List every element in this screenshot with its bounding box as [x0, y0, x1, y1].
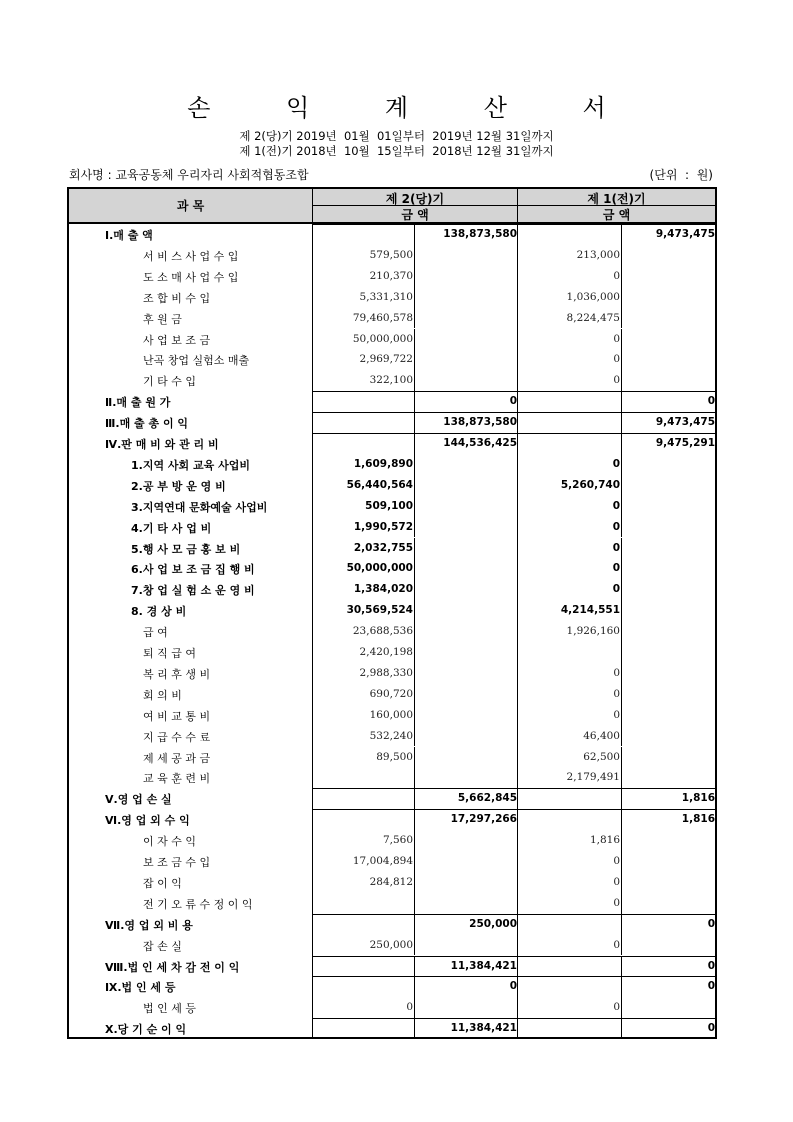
- current-detail-amount: 17,004,894: [352, 855, 413, 867]
- amount-divider: [621, 935, 622, 956]
- table-row: [69, 370, 715, 391]
- row-top-border: [518, 391, 715, 412]
- amount-divider: [621, 809, 622, 830]
- table-row: [69, 245, 715, 266]
- previous-detail-amount: 0: [612, 562, 620, 575]
- previous-detail-amount: 0: [613, 708, 620, 721]
- previous-detail-amount: 4,214,551: [560, 604, 620, 617]
- row-label: 보 조 금 수 입: [143, 856, 211, 869]
- amount-divider: [414, 308, 415, 329]
- income-statement-table: [67, 187, 717, 1039]
- amount-divider: [414, 454, 415, 475]
- amount-divider: [414, 997, 415, 1018]
- table-row: [69, 788, 715, 809]
- table-row: [69, 997, 715, 1018]
- amount-divider: [621, 621, 622, 642]
- amount-divider: [414, 663, 415, 684]
- row-label: 제 세 공 과 금: [143, 751, 211, 765]
- amount-divider: [621, 245, 622, 266]
- current-detail-amount: 30,569,524: [346, 604, 413, 617]
- row-label: 8. 경 상 비: [131, 605, 187, 619]
- row-label: 이 자 수 익: [143, 835, 196, 849]
- row-top-border: [313, 976, 518, 997]
- table-row: [69, 600, 715, 621]
- amount-divider: [414, 747, 415, 768]
- row-label: 회 의 비: [143, 688, 182, 702]
- table-row: [69, 349, 715, 370]
- amount-divider: [414, 809, 415, 830]
- row-label: Ⅸ.법 인 세 등: [105, 981, 176, 995]
- row-top-border: [313, 433, 518, 454]
- row-label: 급 여: [143, 626, 168, 640]
- row-label: 기 타 수 입: [143, 375, 196, 389]
- current-detail-amount: 1,990,572: [353, 520, 413, 533]
- previous-total-amount: 9,473,475: [655, 228, 715, 240]
- table-row: [69, 747, 715, 768]
- row-top-border: [518, 809, 715, 830]
- amount-divider: [621, 600, 622, 621]
- amount-divider: [621, 412, 622, 433]
- row-label: 조 합 비 수 입: [143, 291, 211, 305]
- row-label: Ⅰ.매 출 액: [105, 229, 153, 242]
- current-total-amount: 17,297,266: [450, 813, 517, 826]
- row-label: 잡 이 익: [143, 876, 182, 890]
- table-row: [69, 287, 715, 308]
- amount-divider: [621, 538, 622, 559]
- previous-total-amount: 0: [707, 917, 715, 930]
- current-detail-amount: 2,988,330: [359, 666, 413, 679]
- amount-divider: [414, 705, 415, 726]
- table-row: [69, 726, 715, 747]
- amount-divider: [414, 558, 415, 579]
- amount-divider: [621, 705, 622, 726]
- previous-detail-amount: 8,224,475: [566, 311, 620, 324]
- amount-divider: [621, 747, 622, 768]
- row-label: 서 비 스 사 업 수 입: [143, 249, 239, 263]
- amount-divider: [414, 642, 415, 663]
- amount-divider: [621, 851, 622, 872]
- amount-divider: [414, 370, 415, 391]
- previous-detail-amount: 0: [613, 269, 620, 282]
- amount-divider: [414, 767, 415, 788]
- amount-divider: [621, 642, 622, 663]
- table-row: [69, 1018, 715, 1039]
- table-row: [69, 538, 715, 559]
- table-row: [69, 224, 715, 245]
- current-total-amount: 250,000: [469, 917, 517, 930]
- amount-divider: [621, 976, 622, 997]
- amount-divider: [414, 851, 415, 872]
- row-label: 퇴 직 급 여: [143, 647, 196, 660]
- current-total-amount: 144,536,425: [443, 437, 517, 449]
- current-detail-amount: 79,460,578: [352, 311, 413, 324]
- previous-detail-amount: 5,260,740: [560, 478, 620, 491]
- header-subject: 과 목: [176, 199, 205, 213]
- current-detail-amount: 2,969,722: [359, 353, 413, 366]
- row-top-border: [313, 809, 518, 830]
- row-label: Ⅶ.영 업 외 비 용: [105, 918, 193, 932]
- current-detail-amount: 579,500: [369, 248, 413, 261]
- previous-detail-amount: 0: [613, 374, 620, 387]
- previous-total-amount: 9,473,475: [655, 416, 715, 429]
- amount-divider: [414, 496, 415, 517]
- table-row: [69, 851, 715, 872]
- row-top-border: [313, 391, 518, 412]
- amount-divider: [414, 1018, 415, 1039]
- current-detail-amount: 322,100: [369, 374, 413, 387]
- amount-divider: [414, 830, 415, 851]
- amount-divider: [414, 287, 415, 308]
- table-header: [69, 189, 715, 224]
- amount-divider: [621, 475, 622, 496]
- table-row: [69, 517, 715, 538]
- previous-detail-amount: 1,036,000: [566, 290, 620, 303]
- amount-divider: [414, 579, 415, 600]
- previous-detail-amount: 46,400: [583, 729, 620, 742]
- amount-divider: [621, 684, 622, 705]
- amount-divider: [621, 893, 622, 914]
- row-top-border: [313, 412, 518, 433]
- current-detail-amount: 5,331,310: [359, 290, 413, 303]
- current-total-amount: 5,662,845: [457, 792, 517, 805]
- table-row: [69, 433, 715, 454]
- amount-divider: [414, 329, 415, 350]
- header-divider: [312, 205, 715, 206]
- amount-divider: [414, 349, 415, 370]
- row-top-border: [518, 976, 715, 997]
- table-row: [69, 454, 715, 475]
- table-row: [69, 663, 715, 684]
- company-name: 회사명 : 교육공동체 우리자리 사회적협동조합: [69, 168, 309, 182]
- amount-divider: [414, 621, 415, 642]
- current-detail-amount: 7,560: [382, 834, 413, 847]
- table-row: [69, 872, 715, 893]
- row-label: 5.행 사 모 금 홍 보 비: [131, 542, 241, 556]
- period-current: 제 2(당)기 2019년 01월 01일부터 2019년 12월 31일까지: [239, 129, 554, 143]
- current-detail-amount: 2,032,755: [353, 541, 413, 554]
- current-detail-amount: 23,688,536: [352, 625, 413, 638]
- row-label: Ⅱ.매 출 원 가: [105, 396, 171, 410]
- table-row: [69, 935, 715, 956]
- table-row: [69, 976, 715, 997]
- amount-divider: [621, 266, 622, 287]
- row-top-border: [518, 956, 715, 977]
- previous-detail-amount: 1,926,160: [566, 625, 620, 638]
- row-label: Ⅵ.영 업 외 수 익: [105, 814, 190, 828]
- previous-detail-amount: 0: [613, 1001, 620, 1014]
- table-row: [69, 705, 715, 726]
- header-current-amount: 금 액: [401, 208, 429, 222]
- table-row: [69, 496, 715, 517]
- row-label: 법 인 세 등: [143, 1002, 196, 1016]
- current-detail-amount: 50,000,000: [352, 332, 413, 345]
- amount-divider: [621, 579, 622, 600]
- previous-total-amount: 1,816: [681, 813, 715, 826]
- row-label: 전 기 오 류 수 정 이 익: [143, 897, 253, 911]
- amount-divider: [621, 391, 622, 412]
- row-top-border: [518, 1018, 715, 1039]
- current-total-amount: 11,384,421: [450, 959, 517, 972]
- row-label: 6.사 업 보 조 금 집 행 비: [131, 563, 255, 577]
- table-row: [69, 767, 715, 788]
- previous-detail-amount: 0: [613, 875, 620, 888]
- amount-divider: [414, 412, 415, 433]
- row-label: Ⅷ.법 인 세 차 감 전 이 익: [105, 960, 240, 974]
- table-row: [69, 266, 715, 287]
- previous-detail-amount: 2,179,491: [566, 771, 620, 784]
- row-label: Ⅹ.당 기 순 이 익: [105, 1023, 187, 1037]
- previous-detail-amount: 0: [613, 938, 620, 951]
- amount-divider: [621, 1018, 622, 1039]
- row-label: 지 급 수 수 료: [143, 730, 211, 744]
- previous-detail-amount: 0: [612, 583, 620, 596]
- amount-divider: [621, 767, 622, 788]
- current-detail-amount: 56,440,564: [346, 478, 413, 491]
- table-row: [69, 914, 715, 935]
- header-previous-amount: 금 액: [602, 208, 631, 222]
- previous-detail-amount: 0: [613, 896, 620, 909]
- current-detail-amount: 284,812: [369, 875, 413, 888]
- table-row: [69, 558, 715, 579]
- previous-total-amount: 0: [707, 959, 715, 972]
- amount-divider: [621, 370, 622, 391]
- previous-detail-amount: 0: [613, 353, 620, 366]
- row-label: 4.기 타 사 업 비: [131, 521, 212, 535]
- row-top-border: [518, 788, 715, 809]
- amount-divider: [621, 914, 622, 935]
- amount-divider: [414, 976, 415, 997]
- current-detail-amount: 1,384,020: [353, 583, 413, 596]
- amount-divider: [621, 558, 622, 579]
- table-row: [69, 684, 715, 705]
- table-row: [69, 579, 715, 600]
- table-row: [69, 621, 715, 642]
- table-row: [69, 308, 715, 329]
- row-label: Ⅴ.영 업 손 실: [105, 793, 172, 807]
- current-detail-amount: 50,000,000: [346, 562, 413, 575]
- previous-total-amount: 1,816: [681, 792, 715, 805]
- amount-divider: [621, 308, 622, 329]
- amount-divider: [621, 663, 622, 684]
- current-detail-amount: 532,240: [369, 729, 413, 742]
- previous-total-amount: 9,475,291: [655, 437, 715, 449]
- row-label: 잡 손 실: [143, 939, 182, 953]
- amount-divider: [621, 224, 622, 245]
- amount-divider: [621, 329, 622, 350]
- period-previous: 제 1(전)기 2018년 10월 15일부터 2018년 12월 31일까지: [239, 144, 554, 158]
- table-row: [69, 412, 715, 433]
- amount-divider: [621, 454, 622, 475]
- row-top-border: [313, 914, 518, 935]
- amount-divider: [414, 224, 415, 245]
- previous-detail-amount: 0: [612, 499, 620, 512]
- amount-divider: [414, 433, 415, 454]
- current-detail-amount: 690,720: [369, 687, 413, 700]
- amount-divider: [621, 349, 622, 370]
- amount-divider: [414, 475, 415, 496]
- amount-divider: [414, 538, 415, 559]
- row-label: 7.창 업 실 험 소 운 영 비: [131, 584, 255, 598]
- amount-divider: [414, 935, 415, 956]
- previous-detail-amount: 0: [612, 541, 620, 554]
- current-total-amount: 0: [509, 395, 517, 408]
- amount-divider: [414, 391, 415, 412]
- amount-divider: [414, 245, 415, 266]
- header-previous-period: 제 1(전)기: [587, 192, 646, 206]
- amount-divider: [621, 496, 622, 517]
- row-top-border: [518, 224, 715, 245]
- previous-total-amount: 0: [707, 1022, 715, 1035]
- current-total-amount: 138,873,580: [443, 228, 517, 240]
- table-row: [69, 830, 715, 851]
- amount-divider: [621, 433, 622, 454]
- previous-detail-amount: 1,816: [589, 834, 620, 847]
- amount-divider: [414, 517, 415, 538]
- amount-divider: [621, 956, 622, 977]
- table-row: [69, 956, 715, 977]
- row-top-border: [313, 224, 518, 245]
- row-label: 후 원 금: [143, 312, 182, 326]
- row-label: 교 육 훈 련 비: [143, 772, 211, 786]
- row-label: 복 리 후 생 비: [143, 667, 211, 681]
- amount-divider: [414, 788, 415, 809]
- amount-divider: [414, 266, 415, 287]
- amount-divider: [621, 726, 622, 747]
- amount-divider: [621, 287, 622, 308]
- previous-detail-amount: 0: [612, 457, 620, 470]
- row-label: Ⅳ.판 매 비 와 관 리 비: [105, 438, 219, 451]
- previous-detail-amount: 62,500: [583, 750, 620, 763]
- table-row: [69, 475, 715, 496]
- current-detail-amount: 0: [406, 1001, 413, 1014]
- current-detail-amount: 509,100: [365, 499, 413, 512]
- current-detail-amount: 160,000: [369, 708, 413, 721]
- amount-divider: [414, 956, 415, 977]
- row-label: 난곡 창업 실험소 매출: [143, 354, 250, 368]
- amount-divider: [621, 872, 622, 893]
- amount-divider: [414, 726, 415, 747]
- row-label: 1.지역 사회 교육 사업비: [131, 458, 250, 472]
- amount-divider: [414, 684, 415, 705]
- header-current-period: 제 2(당)기: [385, 192, 445, 206]
- row-label: 도 소 매 사 업 수 입: [143, 270, 239, 284]
- previous-detail-amount: 0: [613, 687, 620, 700]
- amount-divider: [414, 914, 415, 935]
- table-row: [69, 893, 715, 914]
- previous-detail-amount: 0: [613, 666, 620, 679]
- current-detail-amount: 1,609,890: [353, 457, 413, 470]
- previous-total-amount: 0: [707, 980, 715, 993]
- amount-divider: [414, 893, 415, 914]
- amount-divider: [621, 517, 622, 538]
- row-label: 3.지역연대 문화예술 사업비: [131, 500, 268, 514]
- current-detail-amount: 210,370: [369, 269, 413, 282]
- current-total-amount: 11,384,421: [450, 1022, 517, 1035]
- current-detail-amount: 2,420,198: [359, 646, 413, 658]
- table-row: [69, 391, 715, 412]
- document-title: 손 익 계 산 서: [187, 94, 640, 122]
- row-label: 여 비 교 통 비: [143, 709, 211, 723]
- row-top-border: [518, 433, 715, 454]
- row-top-border: [313, 788, 518, 809]
- previous-detail-amount: 0: [613, 855, 620, 867]
- row-top-border: [518, 412, 715, 433]
- row-top-border: [313, 1018, 518, 1039]
- current-detail-amount: 89,500: [376, 750, 413, 763]
- current-total-amount: 0: [509, 980, 517, 993]
- table-row: [69, 329, 715, 350]
- row-label: 2.공 부 방 운 영 비: [131, 479, 226, 493]
- table-row: [69, 809, 715, 830]
- previous-detail-amount: 0: [612, 520, 620, 533]
- amount-divider: [621, 830, 622, 851]
- amount-divider: [621, 788, 622, 809]
- table-row: [69, 642, 715, 663]
- current-detail-amount: 250,000: [369, 938, 413, 951]
- previous-total-amount: 0: [707, 395, 715, 408]
- amount-divider: [414, 600, 415, 621]
- previous-detail-amount: 0: [613, 332, 620, 345]
- amount-divider: [621, 997, 622, 1018]
- unit-label: (단위 : 원): [649, 168, 713, 182]
- amount-divider: [414, 872, 415, 893]
- row-top-border: [313, 956, 518, 977]
- row-label: 사 업 보 조 금: [143, 333, 211, 347]
- row-top-border: [518, 914, 715, 935]
- current-total-amount: 138,873,580: [443, 416, 517, 429]
- row-label: Ⅲ.매 출 총 이 익: [105, 417, 189, 431]
- previous-detail-amount: 213,000: [576, 248, 620, 261]
